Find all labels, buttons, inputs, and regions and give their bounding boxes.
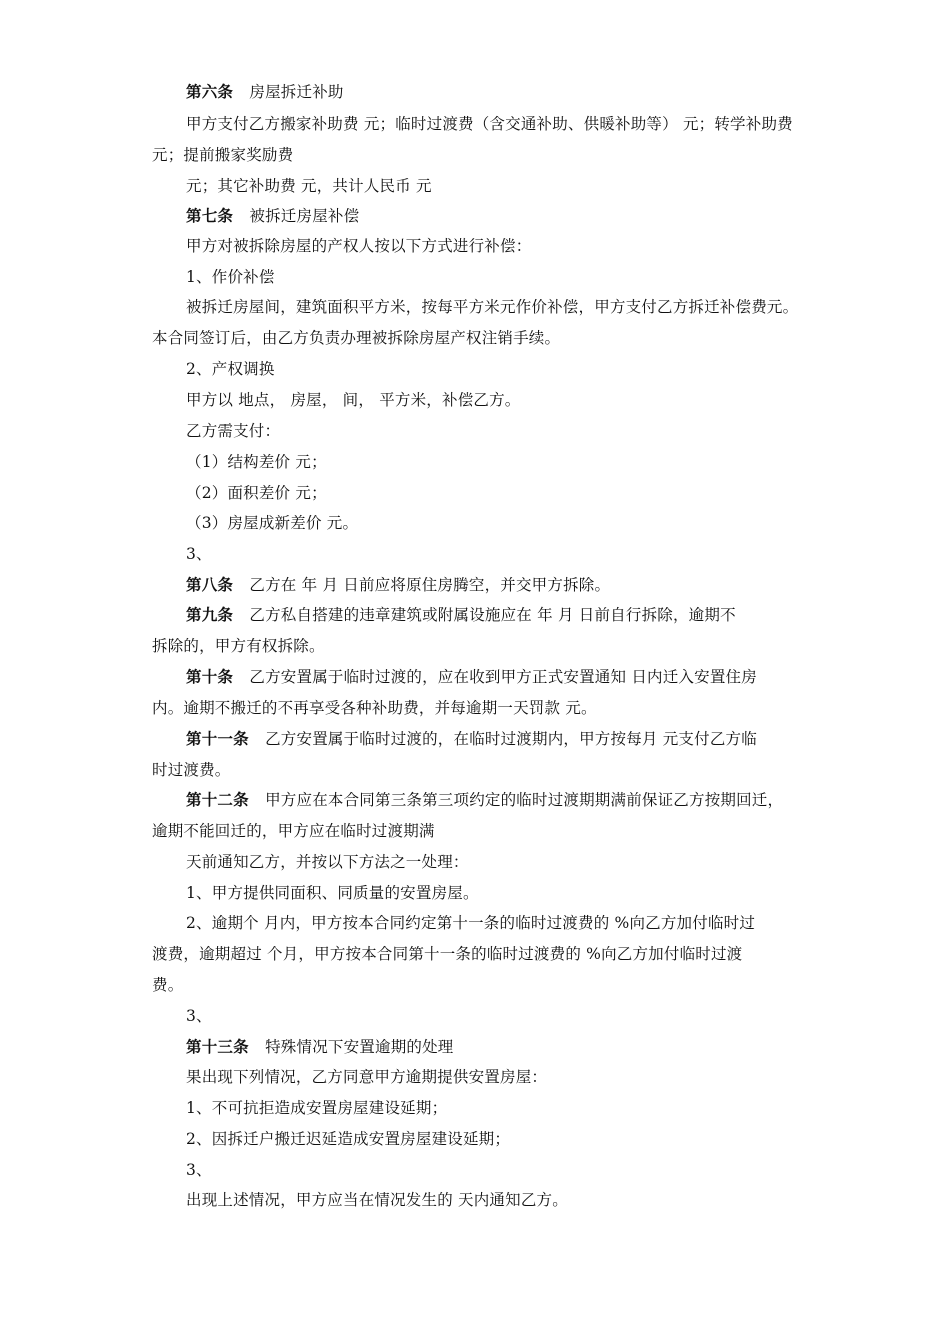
article-12-item-2-line-3: 费。 bbox=[152, 976, 184, 994]
article-7-pay-2: （2）面积差价 元； bbox=[186, 484, 327, 502]
article-10-title: 第十条 bbox=[186, 667, 234, 686]
article-10-line-2: 内。逾期不搬迁的不再享受各种补助费，并每逾期一天罚款 元。 bbox=[152, 699, 597, 717]
article-7-item-1-line-1: 被拆迁房屋间，建筑面积平方米，按每平方米元作价补偿，甲方支付乙方拆迁补偿费元。 bbox=[186, 298, 799, 316]
article-9-title: 第九条 bbox=[186, 605, 234, 624]
article-11-line-2: 时过渡费。 bbox=[152, 761, 231, 779]
article-6-line-1: 甲方支付乙方搬家补助费 元；临时过渡费（含交通补助、供暖补助等） 元；转学补助费 bbox=[186, 115, 793, 133]
article-13-subject: 特殊情况下安置逾期的处理 bbox=[265, 1038, 454, 1056]
article-13-item-3: 3、 bbox=[186, 1161, 212, 1179]
article-6-line-2: 元；提前搬家奖励费 bbox=[152, 146, 294, 164]
article-12-item-1: 1、甲方提供同面积、同质量的安置房屋。 bbox=[186, 884, 479, 902]
article-10 bbox=[186, 667, 757, 687]
article-7-title: 第七条 bbox=[186, 206, 234, 225]
article-13-item-2: 2、因拆迁户搬迁迟延造成安置房屋建设延期； bbox=[186, 1130, 511, 1148]
article-9-line-2: 拆除的，甲方有权拆除。 bbox=[152, 637, 325, 655]
article-12-title: 第十二条 bbox=[186, 790, 249, 809]
article-11-title: 第十一条 bbox=[186, 729, 249, 748]
article-7-item-2: 2、产权调换 bbox=[186, 360, 275, 378]
article-12-item-2-line-1: 2、逾期个 月内，甲方按本合同约定第十一条的临时过渡费的 %向乙方加付临时过 bbox=[186, 914, 756, 932]
article-8-title: 第八条 bbox=[186, 575, 234, 594]
article-6-heading bbox=[186, 82, 344, 102]
article-12 bbox=[186, 790, 783, 810]
article-9-line-1: 乙方私自搭建的违章建筑或附属设施应在 年 月 日前自行拆除，逾期不 bbox=[249, 606, 736, 624]
article-10-line-1: 乙方安置属于临时过渡的，应在收到甲方正式安置通知 日内迁入安置住房 bbox=[249, 668, 757, 686]
article-6-subject: 房屋拆迁补助 bbox=[249, 83, 344, 101]
article-7-pay-1: （1）结构差价 元； bbox=[186, 453, 327, 471]
article-13-heading bbox=[186, 1037, 454, 1057]
article-13-intro: 果出现下列情况，乙方同意甲方逾期提供安置房屋： bbox=[186, 1068, 548, 1086]
article-6-title: 第六条 bbox=[186, 82, 234, 101]
article-7-subject: 被拆迁房屋补偿 bbox=[249, 207, 360, 225]
article-7-pay: 乙方需支付： bbox=[186, 422, 281, 440]
article-13-title: 第十三条 bbox=[186, 1037, 249, 1056]
article-12-line-2: 逾期不能回迁的，甲方应在临时过渡期满 bbox=[152, 822, 435, 840]
article-12-item-3: 3、 bbox=[186, 1007, 212, 1025]
article-7-item-1-line-2: 本合同签订后，由乙方负责办理被拆除房屋产权注销手续。 bbox=[152, 329, 561, 347]
article-6-line-3: 元；其它补助费 元，共计人民币 元 bbox=[186, 177, 432, 195]
article-12-item-2-line-2: 渡费，逾期超过 个月，甲方按本合同第十一条的临时过渡费的 %向乙方加付临时过渡 bbox=[152, 945, 743, 963]
article-9 bbox=[186, 605, 736, 625]
article-7-item-1: 1、作价补偿 bbox=[186, 268, 275, 286]
article-13-closing: 出现上述情况，甲方应当在情况发生的 天内通知乙方。 bbox=[186, 1191, 568, 1209]
article-7-pay-3: （3）房屋成新差价 元。 bbox=[186, 514, 359, 532]
article-7-intro: 甲方对被拆除房屋的产权人按以下方式进行补偿： bbox=[186, 237, 532, 255]
article-12-line-3: 天前通知乙方，并按以下方法之一处理： bbox=[186, 853, 469, 871]
article-7-item-3: 3、 bbox=[186, 545, 212, 563]
article-7-item-2-line-1: 甲方以 地点， 房屋， 间， 平方米，补偿乙方。 bbox=[186, 391, 521, 409]
article-11 bbox=[186, 729, 757, 749]
article-12-line-1: 甲方应在本合同第三条第三项约定的临时过渡期期满前保证乙方按期回迁， bbox=[265, 791, 784, 809]
article-7-heading bbox=[186, 206, 359, 226]
article-8-line-1: 乙方在 年 月 日前应将原住房腾空，并交甲方拆除。 bbox=[249, 576, 611, 594]
article-8 bbox=[186, 575, 610, 595]
article-13-item-1: 1、不可抗拒造成安置房屋建设延期； bbox=[186, 1099, 448, 1117]
article-11-line-1: 乙方安置属于临时过渡的，在临时过渡期内，甲方按每月 元支付乙方临 bbox=[265, 730, 757, 748]
